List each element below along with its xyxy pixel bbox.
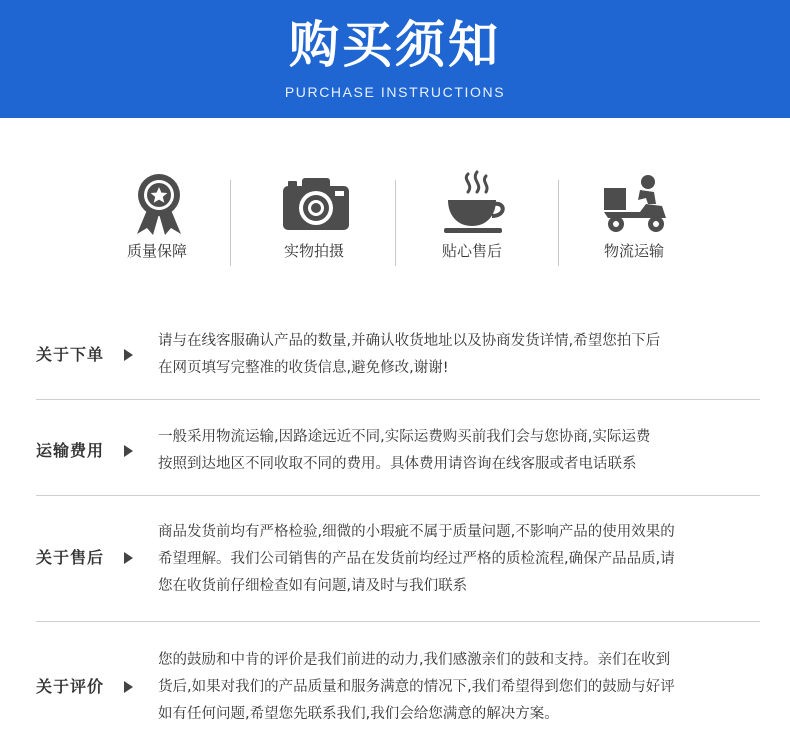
section-text: 请与在线客服确认产品的数量,并确认收货地址以及协商发货详情,希望您拍下后 在网页填写完整准的收货信息,避免修改,谢谢! xyxy=(158,333,661,376)
feature-row xyxy=(0,150,790,280)
section-text: 您的鼓励和中肯的评价是我们前进的动力,我们感激亲们的鼓和支持。亲们在收到 货后,如果对我们的产品质量和服务满意的情况下,我们希望得到您们的鼓励与好评 如有任何问题,希望您先联系我们,我们会给您满意的解决方案。 xyxy=(158,652,675,722)
header-banner xyxy=(0,0,790,118)
section-shipping-cost xyxy=(36,424,760,484)
triangle-right-icon xyxy=(124,552,133,564)
section-title: 关于下单 xyxy=(36,345,105,364)
section-divider xyxy=(36,621,760,622)
feature-quality xyxy=(87,150,227,280)
section-divider xyxy=(36,399,760,400)
triangle-right-icon xyxy=(124,349,133,361)
feature-real-photo xyxy=(244,150,384,280)
triangle-right-icon xyxy=(124,681,133,693)
section-text: 一般采用物流运输,因路途远近不同,实际运费购买前我们会与您协商,实际运费 按照到达地区不同收取不同的费用。具体费用请咨询在线客服或者电话联系 xyxy=(158,429,651,472)
feature-label: 贴心售后 xyxy=(441,242,502,260)
page-subtitle: PURCHASE INSTRUCTIONS xyxy=(284,84,506,100)
section-review xyxy=(36,647,760,731)
section-order xyxy=(36,328,760,388)
section-title: 关于售后 xyxy=(36,548,105,567)
section-title: 运输费用 xyxy=(36,441,105,460)
coffee-cup-icon xyxy=(438,170,510,236)
section-text: 商品发货前均有严格检验,细微的小瑕疵不属于质量问题,不影响产品的使用效果的 希望理解。我们公司销售的产品在发货前均经过严格的质检流程,确保产品品质,请 您在收货前仔细检查如有问题,请及时与我们联系 xyxy=(158,524,675,594)
feature-divider xyxy=(395,180,396,266)
feature-logistics xyxy=(564,150,704,280)
triangle-right-icon xyxy=(124,445,133,457)
page-title: 购买须知 xyxy=(289,16,501,74)
feature-after-sale xyxy=(402,150,542,280)
feature-label: 实物拍摄 xyxy=(283,242,344,260)
feature-divider xyxy=(558,180,559,266)
section-after-sale xyxy=(36,519,760,603)
section-divider xyxy=(36,495,760,496)
feature-divider xyxy=(230,180,231,266)
section-title: 关于评价 xyxy=(36,677,105,696)
feature-label: 物流运输 xyxy=(603,242,664,260)
feature-label: 质量保障 xyxy=(126,242,187,260)
medal-icon xyxy=(123,170,195,236)
camera-icon xyxy=(280,170,352,236)
delivery-scooter-icon xyxy=(600,170,672,236)
